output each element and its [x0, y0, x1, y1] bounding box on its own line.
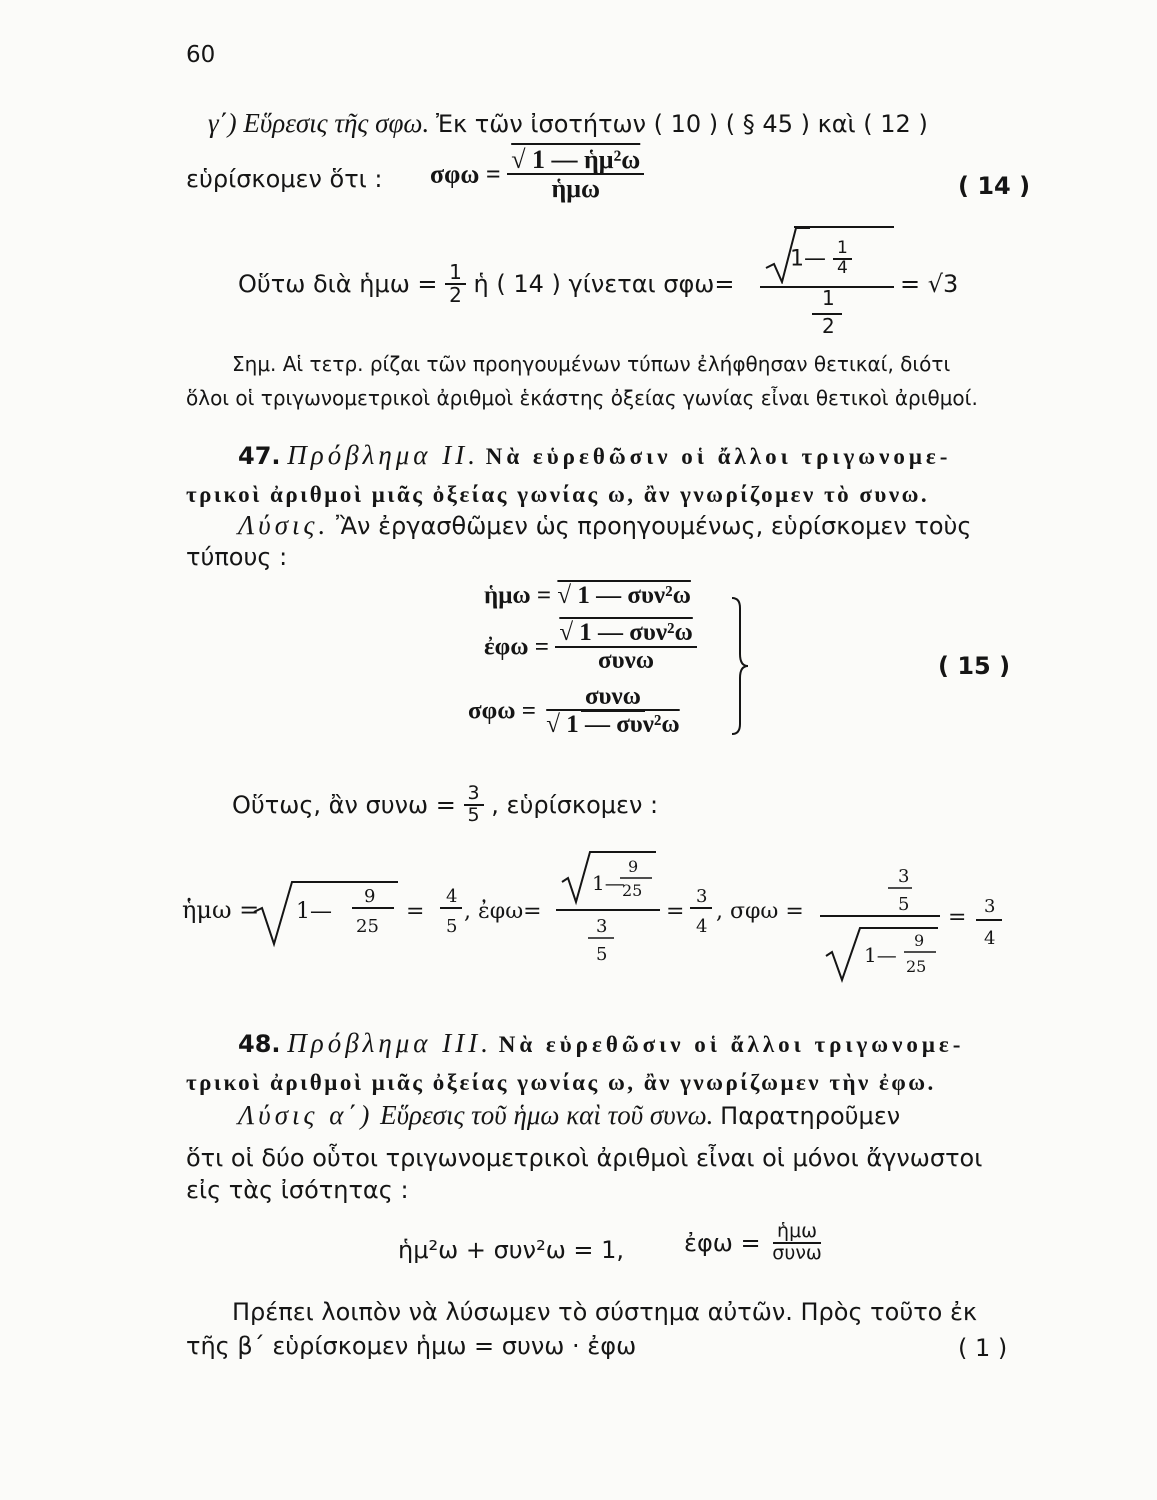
thus-text-b: ἡ ( 14 ) γίνεται σφω= [473, 270, 735, 298]
problem-47-title [238, 440, 951, 471]
eq15-2-fraction [555, 620, 696, 675]
eq15-1-rhs: √ 1 — συν²ω [557, 582, 691, 609]
ex-eq-1: = [406, 899, 425, 924]
formula-14-tag: ( 14 ) [958, 172, 1031, 200]
find-text: εὑρίσκομεν ὅτι : [186, 165, 383, 193]
note-line-1: Σημ. Αἱ τετρ. ρίζαι τῶν προηγουμένων τύπων ἐλήφθησαν θετικαί, διότι [232, 352, 951, 376]
system-eq-1: ἡμ²ω + συν²ω = 1, [398, 1236, 625, 1264]
problem-48-title [238, 1028, 964, 1059]
ex-9-1: 9 [364, 886, 376, 907]
ex-eq-2: = [666, 899, 685, 924]
problem-47-label: Πρόβλημα II. [287, 440, 479, 470]
radicand-text: 1— [790, 246, 826, 272]
system-eq-2-den: συνω [772, 1241, 822, 1264]
problem-48-label: Πρόβλημα III. [287, 1028, 492, 1058]
system-eq-2 [684, 1222, 826, 1264]
problem-48-title-2: τρικοὶ ἀριθμοὶ μιᾶς ὀξείας γωνίας ω, ἂν γνωρίζωμεν τὴν ἐφω. [186, 1070, 936, 1095]
solution-47-label: Λύσις. [238, 510, 330, 540]
ex-5-a: 5 [596, 944, 608, 965]
ex-rad-3: 1— [864, 943, 897, 967]
thus-den-1: 1 [822, 286, 835, 310]
ex-25-1: 25 [356, 916, 379, 937]
ex-end-den: 4 [984, 928, 996, 949]
problem-47-title-2: τρικοὶ ἀριθμοὶ μιᾶς ὀξείας γωνίας ω, ἂν γνωρίζομεν τὸ συνω. [186, 482, 930, 507]
solution-47-text: Ἂν ἐργασθῶμεν ὡς προηγουμένως, εὑρίσκομεν τοὺς [335, 512, 972, 540]
example-text-b: , εὑρίσκομεν : [491, 790, 659, 819]
ex-25-2: 25 [622, 881, 643, 900]
example-text-a: Οὕτως, ἂν συνω = [232, 790, 456, 819]
thus-text-a: Οὕτω διὰ ἡμω = [238, 270, 438, 298]
ex-sfo: , σφω = [716, 899, 804, 924]
eq15-3-den: √ 1 — συν²ω [546, 711, 680, 739]
eq15-2-num: √ 1 — συν²ω [555, 620, 696, 648]
heading-italic: γ΄) Εὕρεσις τῆς σφω. [208, 108, 430, 138]
eq15-1 [484, 582, 691, 610]
page-number: 60 [186, 42, 216, 68]
ex-4: 4 [446, 886, 458, 907]
half-num: 1 [445, 262, 466, 285]
example-den: 5 [467, 803, 480, 826]
solution-47-text-2: τύπους : [186, 543, 288, 571]
example-num: 3 [464, 784, 484, 806]
ex-3-a: 3 [596, 916, 608, 937]
thus-result: = √3 [900, 270, 959, 298]
eq15-3 [468, 684, 684, 739]
eq15-2 [484, 620, 697, 675]
problem-48-solution [238, 1100, 900, 1131]
formula-14-denominator: ἡμω [551, 174, 600, 204]
thus-radicand [790, 240, 852, 278]
problem-47-number: 47. [238, 442, 281, 470]
formula-14-fraction [507, 146, 644, 203]
solution-48-text-1: Παρατηροῦμεν [720, 1102, 901, 1130]
eq15-3-fraction [542, 684, 683, 739]
ex-25-3: 25 [906, 957, 927, 976]
ex-3-c: 3 [898, 866, 910, 887]
closing-tag: ( 1 ) [958, 1334, 1008, 1362]
eq15-1-lhs: ἡμω = [484, 582, 552, 609]
solution-48-head: Εὕρεσις τοῦ ἡμω καὶ τοῦ συνω. [380, 1100, 714, 1130]
quarter-num: 1 [833, 240, 852, 260]
example-fraction [464, 784, 484, 826]
eq15-3-num: συνω [581, 684, 645, 712]
ex-9-3: 9 [914, 931, 925, 950]
quarter-fraction [833, 240, 852, 278]
example-formula [180, 848, 1040, 988]
ex-5-c: 5 [898, 894, 910, 915]
eq15-tag: ( 15 ) [938, 652, 1011, 680]
half-fraction [445, 262, 466, 306]
eq15-brace [728, 596, 750, 736]
ex-3-b: 3 [696, 886, 708, 907]
problem-47-title-1: Νὰ εὑρεθῶσιν οἱ ἄλλοι τριγωνομε- [485, 444, 952, 469]
system-eq-2-num: ἡμω [773, 1222, 821, 1244]
quarter-den: 4 [837, 257, 848, 278]
section-gamma-heading [208, 108, 928, 139]
example-line [232, 784, 658, 826]
solution-48-label: Λύσις α΄) [238, 1100, 374, 1130]
formula-14-lhs: σφω = [430, 159, 501, 189]
eq15-2-den: συνω [598, 647, 655, 675]
problem-48-number: 48. [238, 1030, 281, 1058]
ex-4-b: 4 [696, 916, 708, 937]
note-line-2: ὅλοι οἱ τριγωνομετρικοὶ ἀριθμοὶ ἑκάστης ὀξείας γωνίας εἶναι θετικοὶ ἀριθμοί. [186, 386, 978, 410]
ex-efo: , ἐφω= [464, 899, 542, 924]
eq15-3-lhs: σφω = [468, 697, 536, 725]
formula-14-numerator: √ 1 — ἡμ²ω [507, 146, 644, 175]
solution-48-text-3: εἰς τὰς ἰσότητας : [186, 1176, 409, 1204]
ex-eq-3: = [948, 905, 967, 930]
ex-5: 5 [446, 916, 458, 937]
ex-end-num: 3 [984, 896, 996, 917]
eq15-2-lhs: ἐφω = [484, 633, 550, 661]
problem-47-solution [238, 510, 971, 541]
half-den: 2 [449, 283, 462, 307]
system-eq-2-fraction [768, 1222, 826, 1264]
ex-rad-2: 1— [592, 871, 625, 895]
sqrt-bar-1 [794, 226, 894, 228]
solution-48-text-2: ὅτι οἱ δύο οὗτοι τριγωνομετρικοὶ ἀριθμοὶ εἶναι οἱ μόνοι ἄγνωστοι [186, 1144, 983, 1172]
formula-14 [430, 146, 644, 203]
system-eq-2-lhs: ἐφω = [684, 1228, 761, 1257]
heading-rest: Ἐκ τῶν ἰσοτήτων ( 10 ) ( § 45 ) καὶ ( 12 ) [435, 110, 928, 138]
ex-hmo: ἡμω = [182, 896, 260, 924]
closing-line-2: τῆς β΄ εὑρίσκομεν ἡμω = συνω · ἐφω [186, 1332, 637, 1360]
closing-line-1: Πρέπει λοιπὸν νὰ λύσωμεν τὸ σύστημα αὐτῶν. Πρὸς τοῦτο ἐκ [232, 1298, 978, 1326]
ex-rad-1: 1— [296, 899, 332, 924]
thus-den-2: 2 [822, 314, 835, 338]
problem-48-title-1: Νὰ εὑρεθῶσιν οἱ ἄλλοι τριγωνομε- [498, 1032, 965, 1057]
ex-9-2: 9 [628, 857, 639, 876]
thus-line [238, 262, 735, 306]
